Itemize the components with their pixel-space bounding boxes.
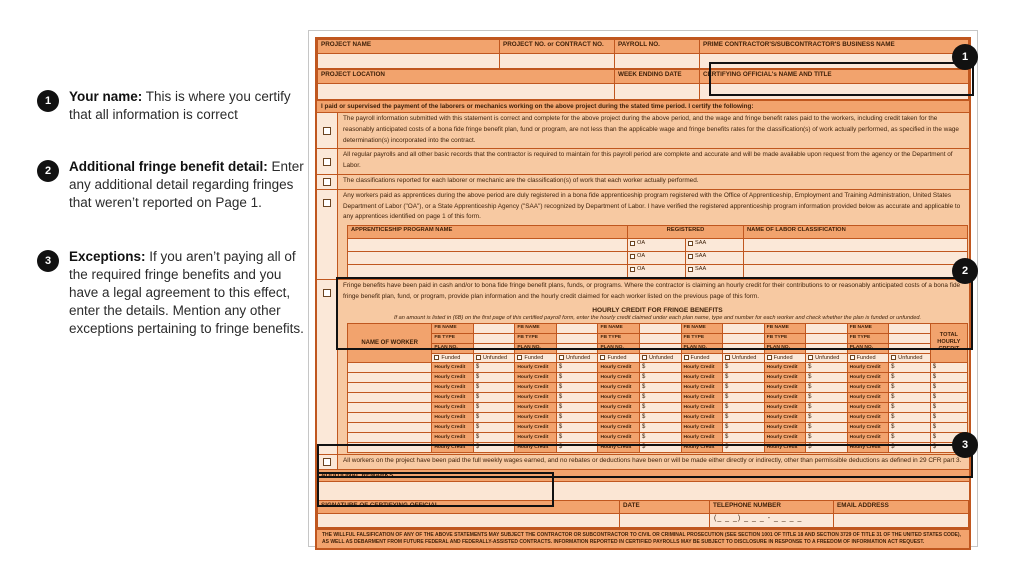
hourly-credit-input[interactable]: $ bbox=[723, 372, 765, 382]
hourly-credit-input[interactable]: $ bbox=[806, 392, 848, 402]
telephone-input[interactable]: (_ _ _) _ _ _ - _ _ _ _ bbox=[710, 513, 834, 527]
statement-6-text: All workers on the project have been paid the full weekly wages earned, and no rebates or deductions have been or will be made either directly or indirectly, other than permissible deductions as defined in 29 CFR part 3. bbox=[343, 456, 962, 464]
statement-4-text: Any workers paid as apprentices during the above period are duly registered in a bona fide apprenticeship program registered with the Office of Apprenticeship, Employment and Training Administration, United States Department of Labor ("OA"), or a State Apprenticeship Agency ("SAA") recognized by Department of Labor. I have verified the registered apprenticeship program information provided below as accurate and applicable to any apprentices identified on page 1 of this form. bbox=[343, 191, 961, 221]
worker-name-input[interactable] bbox=[348, 382, 432, 392]
hourly-credit-label: Hourly Credit bbox=[764, 402, 806, 412]
checkbox-label: Funded bbox=[441, 354, 461, 361]
worker-row bbox=[348, 412, 968, 422]
hourly-credit-input[interactable]: $ bbox=[806, 442, 848, 452]
apprenticeship-row bbox=[348, 239, 968, 252]
oa-checkbox-cell[interactable] bbox=[628, 265, 686, 278]
hourly-credit-label: Hourly Credit bbox=[515, 382, 557, 392]
hourly-credit-input[interactable]: $ bbox=[723, 362, 765, 372]
program-name-input[interactable] bbox=[348, 252, 628, 265]
worker-row bbox=[348, 402, 968, 412]
checkbox-icon[interactable] bbox=[434, 355, 439, 360]
hourly-credit-label: Hourly Credit bbox=[598, 392, 640, 402]
statement-1-checkbox[interactable] bbox=[323, 127, 331, 135]
labor-classification-input[interactable] bbox=[744, 265, 968, 278]
hourly-credit-input[interactable]: $ bbox=[723, 442, 765, 452]
annotation-1-title: Your name: bbox=[69, 89, 143, 104]
additional-remarks-label: ADDITIONAL REMARKS bbox=[317, 469, 969, 481]
hourly-credit-input[interactable]: $ bbox=[723, 392, 765, 402]
hourly-credit-input[interactable]: $ bbox=[556, 402, 598, 412]
hourly-credit-label: Hourly Credit bbox=[847, 392, 889, 402]
hourly-credit-label: Hourly Credit bbox=[681, 412, 723, 422]
project-name-input[interactable] bbox=[318, 54, 500, 69]
checkbox-label: Unfunded bbox=[648, 354, 674, 361]
checkbox-icon[interactable] bbox=[630, 241, 635, 246]
hourly-credit-input[interactable]: $ bbox=[639, 412, 681, 422]
hourly-credit-input[interactable]: $ bbox=[473, 392, 515, 402]
funded-checkbox-cell[interactable] bbox=[764, 353, 806, 362]
worker-row bbox=[348, 372, 968, 382]
hourly-credit-input[interactable]: $ bbox=[723, 432, 765, 442]
hourly-credit-input[interactable]: $ bbox=[889, 392, 931, 402]
worker-row bbox=[348, 392, 968, 402]
saa-checkbox-cell[interactable] bbox=[686, 252, 744, 265]
hourly-credit-label: Hourly Credit bbox=[681, 432, 723, 442]
hourly-credit-label: Hourly Credit bbox=[764, 372, 806, 382]
hourly-credit-label: Hourly Credit bbox=[681, 442, 723, 452]
fb-label: PLAN NO. bbox=[764, 343, 806, 353]
checkbox-icon[interactable] bbox=[725, 355, 730, 360]
hourly-credit-input[interactable]: $ bbox=[889, 372, 931, 382]
hourly-credit-label: Hourly Credit bbox=[681, 372, 723, 382]
checkbox-label: Funded bbox=[773, 354, 793, 361]
total-hourly-credit-header: TOTAL HOURLY CREDIT bbox=[930, 323, 967, 362]
funded-row bbox=[348, 353, 968, 362]
hourly-credit-input[interactable]: $ bbox=[556, 362, 598, 372]
statement-1-text: The payroll information submitted with this statement is correct and complete for the above project during the above period, and the wage and fringe benefit rates paid to the workers, including credit taken for the reasonably anticipated costs of a bona fide fringe benefit plan, fund or program, are not less than the applicable wage and fringe benefits rates for the classification(s) of work actually performed, as specified in the wage determination(s) incorporated into the contract. bbox=[343, 115, 959, 144]
fringe-section-instruction: If an amount is listed in (6B) on the first page of this certified payroll form, enter the hourly credit claimed under each plan name, type and number for each worker and check whether the plan is funded or unfunded. bbox=[393, 314, 922, 321]
checkbox-icon[interactable] bbox=[642, 355, 647, 360]
saa-checkbox-cell[interactable] bbox=[686, 265, 744, 278]
email-label: EMAIL ADDRESS bbox=[834, 500, 969, 513]
hourly-credit-input[interactable]: $ bbox=[556, 382, 598, 392]
checkbox-label: Unfunded bbox=[482, 354, 508, 361]
telephone-label: TELEPHONE NUMBER bbox=[710, 500, 834, 513]
hourly-credit-input[interactable]: $ bbox=[473, 362, 515, 372]
checkbox-icon[interactable] bbox=[684, 355, 689, 360]
total-credit-input[interactable]: $ bbox=[930, 362, 967, 372]
annotation-3-body: If you aren’t paying all of the required fringe benefits and you have a legal agreement to this effect, enter the details. Mention any other exceptions pertaining to fringe benefits. bbox=[69, 249, 304, 336]
fb-label: PLAN NO. bbox=[432, 343, 474, 353]
hourly-credit-input[interactable]: $ bbox=[556, 372, 598, 382]
unfunded-checkbox-cell[interactable] bbox=[473, 353, 515, 362]
annotation-3-title: Exceptions: bbox=[69, 249, 146, 264]
annotation-2-body: Enter any additional detail regarding fringes that weren’t reported on Page 1. bbox=[69, 159, 304, 210]
hourly-credit-label: Hourly Credit bbox=[515, 392, 557, 402]
statement-3-text: The classifications reported for each laborer or mechanic are the classification(s) of work that each worker actually performed. bbox=[343, 176, 699, 184]
worker-row bbox=[348, 432, 968, 442]
labor-classification-header: NAME OF LABOR CLASSIFICATION bbox=[744, 226, 968, 239]
hourly-credit-input[interactable]: $ bbox=[639, 382, 681, 392]
hourly-credit-input[interactable]: $ bbox=[639, 442, 681, 452]
checkbox-label: Funded bbox=[607, 354, 627, 361]
hourly-credit-label: Hourly Credit bbox=[598, 402, 640, 412]
name-of-worker-header: NAME OF WORKER bbox=[348, 323, 432, 362]
checkbox-icon[interactable] bbox=[600, 355, 605, 360]
hourly-credit-input[interactable]: $ bbox=[473, 402, 515, 412]
payroll-no-input[interactable] bbox=[615, 54, 700, 69]
hourly-credit-label: Hourly Credit bbox=[432, 392, 474, 402]
fb-label: FB NAME bbox=[515, 323, 557, 333]
total-credit-input[interactable]: $ bbox=[930, 372, 967, 382]
payroll-no-label: PAYROLL NO. bbox=[615, 40, 700, 54]
hourly-credit-label: Hourly Credit bbox=[681, 392, 723, 402]
funded-checkbox-cell[interactable] bbox=[432, 353, 474, 362]
hourly-credit-input[interactable]: $ bbox=[889, 402, 931, 412]
checkbox-icon[interactable] bbox=[630, 254, 635, 259]
hourly-credit-label: Hourly Credit bbox=[432, 422, 474, 432]
statement-records-available bbox=[317, 148, 969, 174]
hourly-credit-label: Hourly Credit bbox=[515, 412, 557, 422]
checkbox-label: Funded bbox=[856, 354, 876, 361]
fb-label: PLAN NO. bbox=[598, 343, 640, 353]
hourly-credit-input[interactable]: $ bbox=[806, 412, 848, 422]
hourly-credit-label: Hourly Credit bbox=[432, 432, 474, 442]
hourly-credit-label: Hourly Credit bbox=[847, 422, 889, 432]
funded-checkbox-cell[interactable] bbox=[847, 353, 889, 362]
hourly-credit-label: Hourly Credit bbox=[598, 432, 640, 442]
hourly-credit-label: Hourly Credit bbox=[598, 372, 640, 382]
certifying-official-label: CERTIFYING OFFICIAL's NAME AND TITLE bbox=[700, 70, 969, 84]
checkbox-label: SAA bbox=[695, 253, 707, 260]
checkbox-icon[interactable] bbox=[517, 355, 522, 360]
annotation-1-badge: 1 bbox=[37, 90, 59, 112]
oa-checkbox-cell[interactable] bbox=[628, 252, 686, 265]
hourly-credit-label: Hourly Credit bbox=[515, 402, 557, 412]
hourly-credit-label: Hourly Credit bbox=[764, 432, 806, 442]
program-name-input[interactable] bbox=[348, 265, 628, 278]
hourly-credit-input[interactable]: $ bbox=[723, 422, 765, 432]
statement-5-checkbox[interactable] bbox=[323, 289, 331, 297]
hourly-credit-label: Hourly Credit bbox=[432, 382, 474, 392]
hourly-credit-label: Hourly Credit bbox=[847, 432, 889, 442]
hourly-credit-label: Hourly Credit bbox=[432, 362, 474, 372]
fb-label: FB TYPE bbox=[764, 333, 806, 343]
hourly-credit-label: Hourly Credit bbox=[432, 412, 474, 422]
project-no-label: PROJECT NO. or CONTRACT NO. bbox=[500, 40, 615, 54]
fb-label: FB NAME bbox=[764, 323, 806, 333]
hourly-credit-label: Hourly Credit bbox=[432, 402, 474, 412]
hourly-credit-label: Hourly Credit bbox=[681, 362, 723, 372]
total-credit-input[interactable]: $ bbox=[930, 432, 967, 442]
labor-classification-input[interactable] bbox=[744, 252, 968, 265]
fringe-section-title: HOURLY CREDIT FOR FRINGE BENEFITS bbox=[592, 306, 723, 314]
hourly-credit-input[interactable]: $ bbox=[639, 422, 681, 432]
hourly-credit-label: Hourly Credit bbox=[847, 402, 889, 412]
statement-3-checkbox[interactable] bbox=[323, 178, 331, 186]
apprenticeship-row bbox=[348, 265, 968, 278]
labor-classification-input[interactable] bbox=[744, 239, 968, 252]
hourly-credit-input[interactable]: $ bbox=[639, 362, 681, 372]
program-name-input[interactable] bbox=[348, 239, 628, 252]
unfunded-checkbox-cell[interactable] bbox=[556, 353, 598, 362]
annotation-1 bbox=[37, 88, 305, 124]
statement-4-checkbox[interactable] bbox=[323, 199, 331, 207]
fb-label: FB NAME bbox=[598, 323, 640, 333]
annotation-1-body: This is where you certify that all information is correct bbox=[69, 89, 291, 122]
checkbox-label: Unfunded bbox=[565, 354, 591, 361]
project-location-input[interactable] bbox=[318, 84, 615, 100]
hourly-credit-label: Hourly Credit bbox=[515, 372, 557, 382]
annotation-3 bbox=[37, 248, 305, 338]
fb-label: PLAN NO. bbox=[515, 343, 557, 353]
hourly-credit-input[interactable]: $ bbox=[639, 432, 681, 442]
worker-name-input[interactable] bbox=[348, 422, 432, 432]
project-location-label: PROJECT LOCATION bbox=[318, 70, 615, 84]
fb-label: FB TYPE bbox=[515, 333, 557, 343]
hourly-credit-input[interactable]: $ bbox=[473, 412, 515, 422]
hourly-credit-input[interactable]: $ bbox=[889, 412, 931, 422]
funded-checkbox-cell[interactable] bbox=[598, 353, 640, 362]
hourly-credit-label: Hourly Credit bbox=[598, 442, 640, 452]
hourly-credit-input[interactable]: $ bbox=[806, 382, 848, 392]
hourly-credit-label: Hourly Credit bbox=[432, 442, 474, 452]
hourly-credit-input[interactable]: $ bbox=[556, 412, 598, 422]
total-credit-input[interactable]: $ bbox=[930, 412, 967, 422]
hourly-credit-input[interactable]: $ bbox=[806, 372, 848, 382]
worker-name-input[interactable] bbox=[348, 402, 432, 412]
hourly-credit-input[interactable]: $ bbox=[556, 432, 598, 442]
hourly-credit-input[interactable]: $ bbox=[639, 402, 681, 412]
worker-name-input[interactable] bbox=[348, 362, 432, 372]
worker-row bbox=[348, 422, 968, 432]
checkbox-icon[interactable] bbox=[688, 254, 693, 259]
hourly-credit-label: Hourly Credit bbox=[515, 432, 557, 442]
week-ending-input[interactable] bbox=[615, 84, 700, 100]
fb-label: FB NAME bbox=[681, 323, 723, 333]
hourly-credit-input[interactable]: $ bbox=[889, 422, 931, 432]
hourly-credit-label: Hourly Credit bbox=[681, 422, 723, 432]
worker-row bbox=[348, 382, 968, 392]
total-credit-input[interactable]: $ bbox=[930, 422, 967, 432]
signature-input[interactable] bbox=[318, 513, 620, 527]
worker-name-input[interactable] bbox=[348, 412, 432, 422]
hourly-credit-label: Hourly Credit bbox=[847, 362, 889, 372]
checkbox-label: Unfunded bbox=[815, 354, 840, 361]
apprenticeship-program-header: APPRENTICESHIP PROGRAM NAME bbox=[348, 226, 628, 239]
checkbox-label: OA bbox=[637, 253, 646, 260]
hourly-credit-input[interactable]: $ bbox=[889, 442, 931, 452]
registered-header: REGISTERED bbox=[628, 226, 744, 239]
hourly-credit-input[interactable]: $ bbox=[723, 382, 765, 392]
unfunded-checkbox-cell[interactable] bbox=[723, 353, 765, 362]
fb-label: FB TYPE bbox=[598, 333, 640, 343]
hourly-credit-label: Hourly Credit bbox=[598, 412, 640, 422]
statement-payroll-correct bbox=[317, 112, 969, 148]
hourly-credit-input[interactable]: $ bbox=[889, 382, 931, 392]
hourly-credit-label: Hourly Credit bbox=[764, 422, 806, 432]
hourly-credit-label: Hourly Credit bbox=[515, 422, 557, 432]
checkbox-icon[interactable] bbox=[476, 355, 481, 360]
fb-label: FB NAME bbox=[847, 323, 889, 333]
total-credit-input[interactable]: $ bbox=[930, 402, 967, 412]
hourly-credit-input[interactable]: $ bbox=[556, 422, 598, 432]
hourly-credit-label: Hourly Credit bbox=[764, 392, 806, 402]
hourly-credit-input[interactable]: $ bbox=[723, 402, 765, 412]
fb-label: PLAN NO. bbox=[847, 343, 889, 353]
worker-name-input[interactable] bbox=[348, 432, 432, 442]
checkbox-icon[interactable] bbox=[688, 267, 693, 272]
checkbox-label: Funded bbox=[690, 354, 710, 361]
hourly-credit-input[interactable]: $ bbox=[806, 402, 848, 412]
annotation-3-text bbox=[69, 248, 305, 338]
worker-name-input[interactable] bbox=[348, 392, 432, 402]
hourly-credit-input[interactable]: $ bbox=[806, 422, 848, 432]
checkbox-label: Unfunded bbox=[732, 354, 757, 361]
falsification-warning: THE WILLFUL FALSIFICATION OF ANY OF THE ABOVE STATEMENTS MAY SUBJECT THE CONTRACTOR OR SUBCONTRACTOR TO CIVIL OR CRIMINAL PROSECUTION (SEE SECTION 1001 OF TITLE 18 AND SECTION 3729 OF TITLE 31 OF THE UNITED STATES CODE), AS WELL AS DEBARMENT FROM FUTURE FEDERAL AND FEDERALLY-ASSISTED CONTRACTS. INFORMATION REPORTED IN CERTIFIED PAYROLLS MAY BE SUBJECT TO DISCLOSURE IN RESPONSE TO A FREEDOM OF INFORMATION ACT REQUEST. bbox=[317, 528, 969, 548]
hourly-credit-label: Hourly Credit bbox=[598, 422, 640, 432]
total-credit-input[interactable]: $ bbox=[930, 392, 967, 402]
hourly-credit-label: Hourly Credit bbox=[681, 382, 723, 392]
hourly-credit-input[interactable]: $ bbox=[806, 432, 848, 442]
date-label: DATE bbox=[620, 500, 710, 513]
annotation-1-text bbox=[69, 88, 305, 124]
checkbox-icon[interactable] bbox=[559, 355, 564, 360]
project-name-label: PROJECT NAME bbox=[318, 40, 500, 54]
statement-apprentices bbox=[317, 189, 969, 279]
funded-checkbox-cell[interactable] bbox=[681, 353, 723, 362]
hourly-credit-label: Hourly Credit bbox=[764, 442, 806, 452]
hourly-credit-label: Hourly Credit bbox=[681, 402, 723, 412]
checkbox-icon[interactable] bbox=[808, 355, 813, 360]
hourly-credit-input[interactable]: $ bbox=[473, 422, 515, 432]
hourly-credit-label: Hourly Credit bbox=[847, 382, 889, 392]
annotation-3-badge: 3 bbox=[37, 250, 59, 272]
checkbox-icon[interactable] bbox=[630, 267, 635, 272]
checkbox-label: Funded bbox=[524, 354, 544, 361]
callout-2: 2 bbox=[952, 258, 978, 284]
callout-1: 1 bbox=[952, 44, 978, 70]
week-ending-label: WEEK ENDING DATE bbox=[615, 70, 700, 84]
annotation-2-title: Additional fringe benefit detail: bbox=[69, 159, 268, 174]
hourly-credit-label: Hourly Credit bbox=[847, 442, 889, 452]
hourly-credit-label: Hourly Credit bbox=[515, 362, 557, 372]
hourly-credit-input[interactable]: $ bbox=[639, 372, 681, 382]
hourly-credit-input[interactable]: $ bbox=[806, 362, 848, 372]
apprenticeship-row bbox=[348, 252, 968, 265]
checkbox-label: OA bbox=[637, 240, 646, 247]
hourly-credit-input[interactable]: $ bbox=[473, 372, 515, 382]
annotation-2-text bbox=[69, 158, 305, 212]
hourly-credit-input[interactable]: $ bbox=[639, 392, 681, 402]
callout-3: 3 bbox=[952, 432, 978, 458]
fb-label: FB TYPE bbox=[847, 333, 889, 343]
highlight-certifying-official bbox=[709, 62, 974, 96]
highlight-signature bbox=[317, 472, 554, 507]
hourly-credit-label: Hourly Credit bbox=[598, 362, 640, 372]
hourly-credit-input[interactable]: $ bbox=[473, 432, 515, 442]
hourly-credit-input[interactable]: $ bbox=[473, 442, 515, 452]
checkbox-icon[interactable] bbox=[688, 241, 693, 246]
checkbox-label: SAA bbox=[695, 266, 707, 273]
hourly-credit-input[interactable]: $ bbox=[723, 412, 765, 422]
apprenticeship-table bbox=[347, 225, 968, 278]
fb-label: FB TYPE bbox=[432, 333, 474, 343]
hourly-credit-input[interactable]: $ bbox=[473, 382, 515, 392]
fb-label: FB TYPE bbox=[681, 333, 723, 343]
unfunded-checkbox-cell[interactable] bbox=[639, 353, 681, 362]
email-input[interactable] bbox=[834, 513, 969, 527]
hourly-credit-label: Hourly Credit bbox=[847, 412, 889, 422]
checkbox-label: Unfunded bbox=[898, 354, 923, 361]
date-input[interactable] bbox=[620, 513, 710, 527]
business-name-label: PRIME CONTRACTOR'S/SUBCONTRACTOR'S BUSINESS NAME bbox=[700, 40, 969, 54]
worker-row bbox=[348, 362, 968, 372]
funded-checkbox-cell[interactable] bbox=[515, 353, 557, 362]
unfunded-checkbox-cell[interactable] bbox=[889, 353, 931, 362]
hourly-credit-label: Hourly Credit bbox=[432, 372, 474, 382]
fb-label: PLAN NO. bbox=[681, 343, 723, 353]
hourly-credit-input[interactable]: $ bbox=[889, 432, 931, 442]
hourly-credit-label: Hourly Credit bbox=[764, 362, 806, 372]
annotation-2 bbox=[37, 158, 305, 212]
fb-label: FB NAME bbox=[432, 323, 474, 333]
checkbox-icon[interactable] bbox=[891, 355, 896, 360]
checkbox-icon[interactable] bbox=[767, 355, 772, 360]
oa-checkbox-cell[interactable] bbox=[628, 239, 686, 252]
statement-5-text: Fringe benefits have been paid in cash and/or to bona fide fringe benefit plans, funds, or programs. Where the contractor is claiming an hourly credit for their contributions to or reasonably anticipated costs of a bona fide fringe benefit plan, fund, or program, provide plan information and the hourly credit claimed for each worker listed on the previous page of this form. bbox=[343, 282, 961, 300]
saa-checkbox-cell[interactable] bbox=[686, 239, 744, 252]
hourly-credit-label: Hourly Credit bbox=[847, 372, 889, 382]
annotation-2-badge: 2 bbox=[37, 160, 59, 182]
hourly-credit-label: Hourly Credit bbox=[598, 382, 640, 392]
checkbox-icon[interactable] bbox=[850, 355, 855, 360]
hourly-credit-label: Hourly Credit bbox=[764, 412, 806, 422]
checkbox-label: OA bbox=[637, 266, 646, 273]
statement-classifications bbox=[317, 174, 969, 189]
signature-label: SIGNATURE OF CERTIFYING OFFICIAL bbox=[318, 500, 620, 513]
total-credit-input[interactable]: $ bbox=[930, 442, 967, 452]
hourly-credit-label: Hourly Credit bbox=[515, 442, 557, 452]
worker-name-input[interactable] bbox=[348, 372, 432, 382]
hourly-credit-input[interactable]: $ bbox=[556, 442, 598, 452]
statement-2-text: All regular payrolls and all other basic records that the contractor is required to maintain for this payroll period are complete and accurate and will be made available upon request from the agency or the Department of Labor. bbox=[343, 151, 953, 170]
checkbox-label: SAA bbox=[695, 240, 707, 247]
hourly-credit-label: Hourly Credit bbox=[764, 382, 806, 392]
unfunded-checkbox-cell[interactable] bbox=[806, 353, 848, 362]
certify-intro: I paid or supervised the payment of the laborers or mechanics working on the above project during the stated time period. I certify the following: bbox=[317, 100, 969, 112]
hourly-credit-input[interactable]: $ bbox=[889, 362, 931, 372]
statement-2-checkbox[interactable] bbox=[323, 158, 331, 166]
highlight-fringe-table bbox=[336, 277, 973, 350]
project-no-input[interactable] bbox=[500, 54, 615, 69]
hourly-credit-input[interactable]: $ bbox=[556, 392, 598, 402]
total-credit-input[interactable]: $ bbox=[930, 382, 967, 392]
